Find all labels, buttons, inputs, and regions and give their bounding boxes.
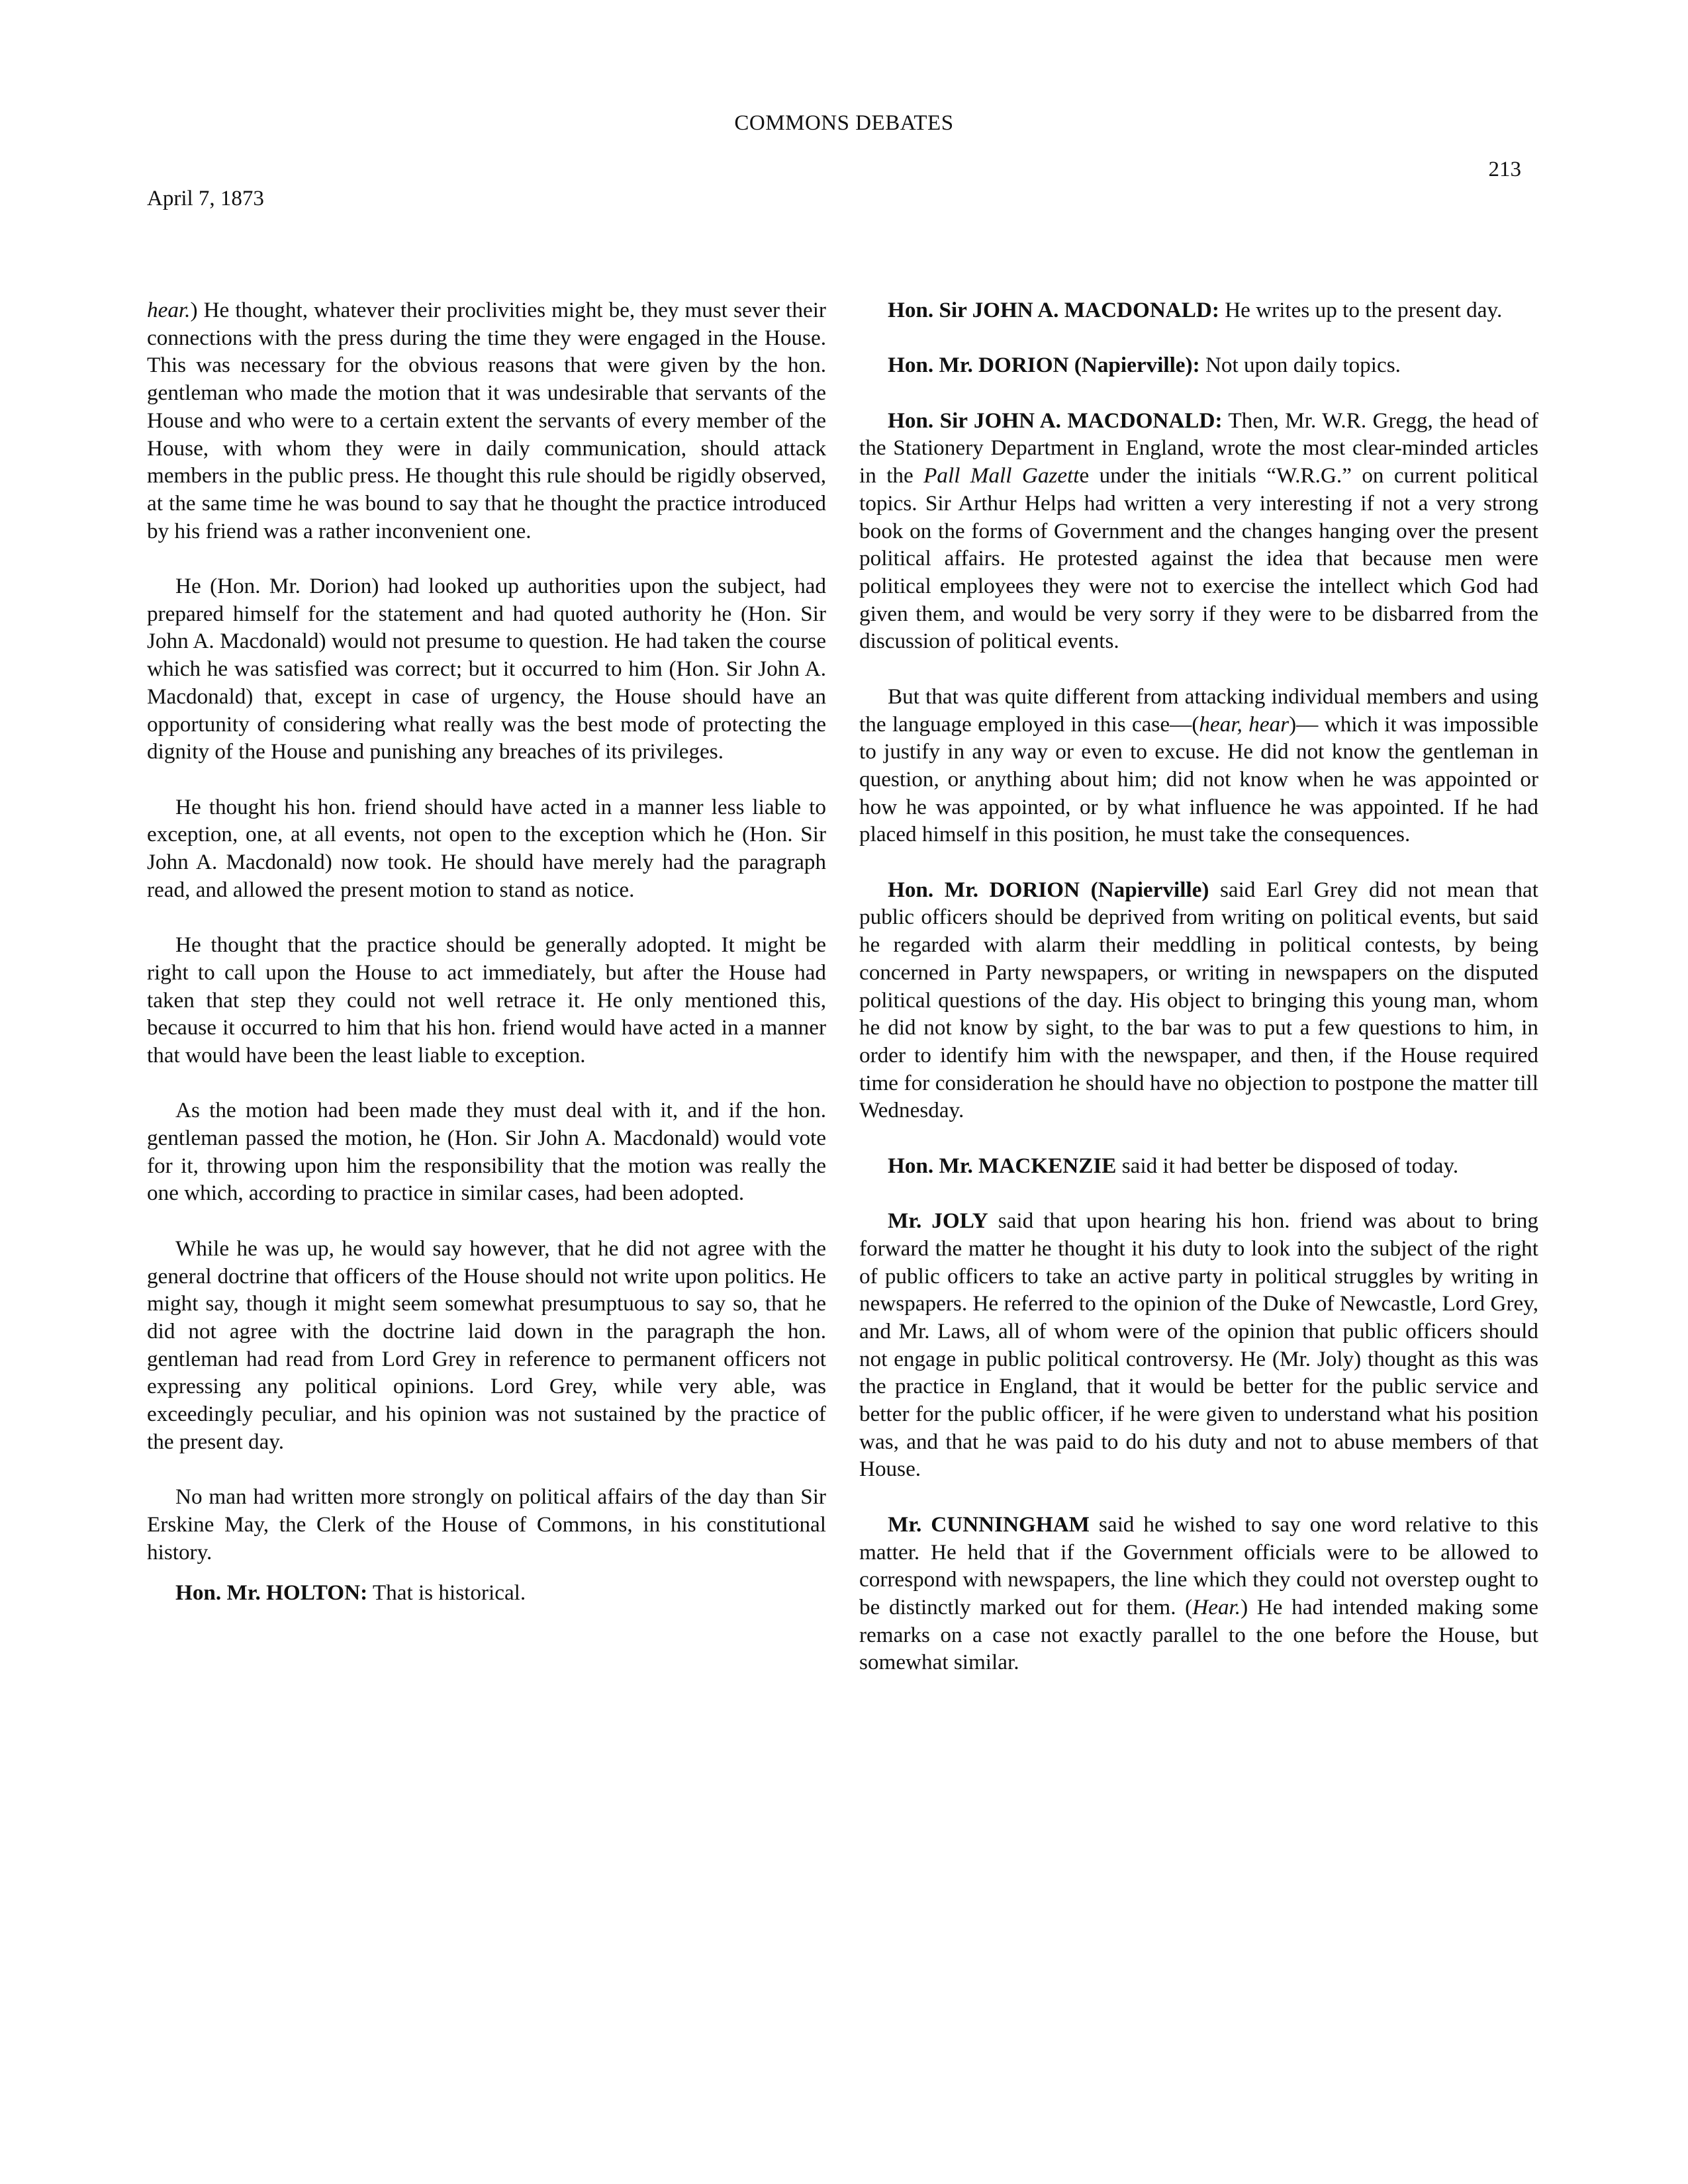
speaker-name: Hon. Sir JOHN A. MACDONALD: <box>888 298 1219 322</box>
page-number: 213 <box>1488 158 1521 181</box>
paragraph-text: ) He thought, whatever their proclivities might be, they must sever their connections with the press during the time they were engaged in the House. This was necessary for the obvious reasons that were given by the hon. gentleman who made the motion that it was undesirable that servants of the House and who were to a certain extent the servants of every member of the House, with whom they were in daily communication, should attack members in the public press. He thought this rule should be rigidly observed, at the same time he was bound to say that he thought the practice introduced by his friend was a rather inconvenient one. <box>147 298 826 543</box>
paragraph: He thought his hon. friend should have acted in a manner less liable to exception, one, at all events, not open to the exception which he (Hon. Sir John A. Macdonald) now took. He should have merely had the paragraph read, and allowed the present motion to stand as notice. <box>147 794 826 902</box>
speech-text: said that upon hearing his hon. friend was about to bring forward the matter he thought it his duty to look into the subject of the right of public officers to take an active party in political struggles by writing in newspapers. He referred to the opinion of the Duke of Newcastle, Lord Grey, and Mr. Laws, all of whom were of the opinion that public officers should not engage in public political controversy. He (Mr. Joly) thought as this was the practice in England, that it would be better for the public service and better for the public officer, if he were given to understand what his position was, and that he was paid to do his duty and not to abuse members of that House. <box>859 1208 1538 1482</box>
speech-text: That is historical. <box>367 1580 526 1606</box>
left-column <box>147 296 826 1635</box>
speech-text: He writes up to the present day. <box>1219 298 1503 322</box>
page-date: April 7, 1873 <box>147 187 264 210</box>
speaker-name: Hon. Mr. DORION (Napierville) <box>888 877 1209 902</box>
speech-text: e under the initials “W.R.G.” on current political topics. Sir Arthur Helps had written a very interesting if not a very strong book on the forms of Government and the changes hanging over the present political affairs. He protested against the idea that because men were political employees they were not to exercise the intellect which God had given them, and would be very sorry if they were to be disbarred from the discussion of political events. <box>859 463 1539 654</box>
interjection: hear, hear <box>1199 711 1289 737</box>
speech-paragraph <box>859 1207 1538 1483</box>
speech-paragraph <box>859 296 1538 324</box>
speaker-name: Hon. Sir JOHN A. MACDONALD: <box>888 408 1223 433</box>
paragraph: While he was up, he would say however, that he did not agree with the general doctrine that officers of the House should not write upon politics. He might say, though it might seem somewhat presumptuous to say so, that he did not agree with the doctrine laid down in the paragraph the hon. gentleman had read from Lord Grey in reference to permanent officers not expressing any political opinions. Lord Grey, while very able, was exceedingly peculiar, and his opinion was not sustained by the practice of the present day. <box>147 1236 826 1454</box>
speech-paragraph <box>147 1579 826 1607</box>
speaker-name: Hon. Mr. MACKENZIE <box>888 1153 1117 1178</box>
paragraph: No man had written more strongly on political affairs of the day than Sir Erskine May, the Clerk of the House of Commons, in his constitutional history. <box>147 1484 826 1565</box>
running-head: COMMONS DEBATES <box>734 111 954 135</box>
speech-paragraph <box>859 407 1538 655</box>
speaker-name: Hon. Mr. HOLTON: <box>175 1580 368 1606</box>
right-column <box>859 296 1538 1704</box>
speech-paragraph <box>859 1511 1538 1676</box>
interjection: Hear. <box>1192 1594 1241 1619</box>
speech-text: Not upon daily topics. <box>1199 353 1401 378</box>
speech-text: said it had better be disposed of today. <box>1116 1153 1459 1178</box>
paragraph-text: But that was quite different from attacking individual members and using the language employed in this case—( <box>859 684 1538 737</box>
speech-text: said he wished to say one word relative to this matter. He held that if the Government officials were to be allowed to correspond with newspapers, the line which they could not overstep ought to be distinctly marked out for them. ( <box>859 1512 1538 1619</box>
paragraph: He (Hon. Mr. Dorion) had looked up authorities upon the subject, had prepared himself for the statement and had quoted authority he (Hon. Sir John A. Macdonald) would not presume to question. He had taken the course which he was satisfied was correct; but it occurred to him (Hon. Sir John A. Macdonald) that, except in case of urgency, the House should have an opportunity of considering what really was the best mode of protecting the dignity of the House and punishing any breaches of its privileges. <box>147 574 826 764</box>
interjection: hear. <box>147 298 191 322</box>
paragraph: He thought that the practice should be generally adopted. It might be right to call upon the House to act immediately, but after the House had taken that step they could not well retrace it. He only mentioned this, because it occurred to him that his hon. friend would have acted in a manner that would have been the least liable to exception. <box>147 933 826 1068</box>
speech-paragraph <box>859 876 1538 1124</box>
speech-text: said Earl Grey did not mean that public officers should be deprived from writing on political events, but said he regarded with alarm their meddling in political contests, by being concerned in Party newspapers, or writing in newspapers on the disputed political questions of the day. His object to bringing this young man, whom he did not know by sight, to the bar was to put a few questions to him, in order to identify him with the newspaper, and then, if the House required time for consideration he should have no objection to postpone the matter till Wednesday. <box>859 877 1539 1123</box>
speaker-name: Hon. Mr. DORION (Napierville): <box>888 353 1200 378</box>
paragraph: As the motion had been made they must deal with it, and if the hon. gentleman passed the motion, he (Hon. Sir John A. Macdonald) would vote for it, throwing upon him the responsibility that the motion was really the one which, according to practice in similar cases, had been adopted. <box>147 1098 826 1206</box>
speech-paragraph <box>859 1152 1538 1180</box>
paragraph <box>859 683 1538 848</box>
speech-paragraph <box>859 351 1538 379</box>
paragraph-text: )— which it was impossible to justify in any way or even to excuse. He did not know the gentleman in question, or anything about him; did not know when he was appointed or how he was appointed, or by what influence he was appointed. If he had placed himself in this position, he must take the consequences. <box>859 711 1538 847</box>
speaker-name: Mr. CUNNINGHAM <box>888 1512 1090 1537</box>
speech-text: Then, Mr. W.R. Gregg, the head of the Stationery Department in England, wrote the most clear-minded articles in the <box>859 408 1538 488</box>
speaker-name: Mr. JOLY <box>888 1208 988 1234</box>
publication-title: Pall Mall Gazett <box>923 463 1080 488</box>
speech-text: ) He had intended making some remarks on a case not exactly parallel to the one before the House, but somewhat similar. <box>859 1594 1539 1675</box>
paragraph <box>147 296 826 545</box>
